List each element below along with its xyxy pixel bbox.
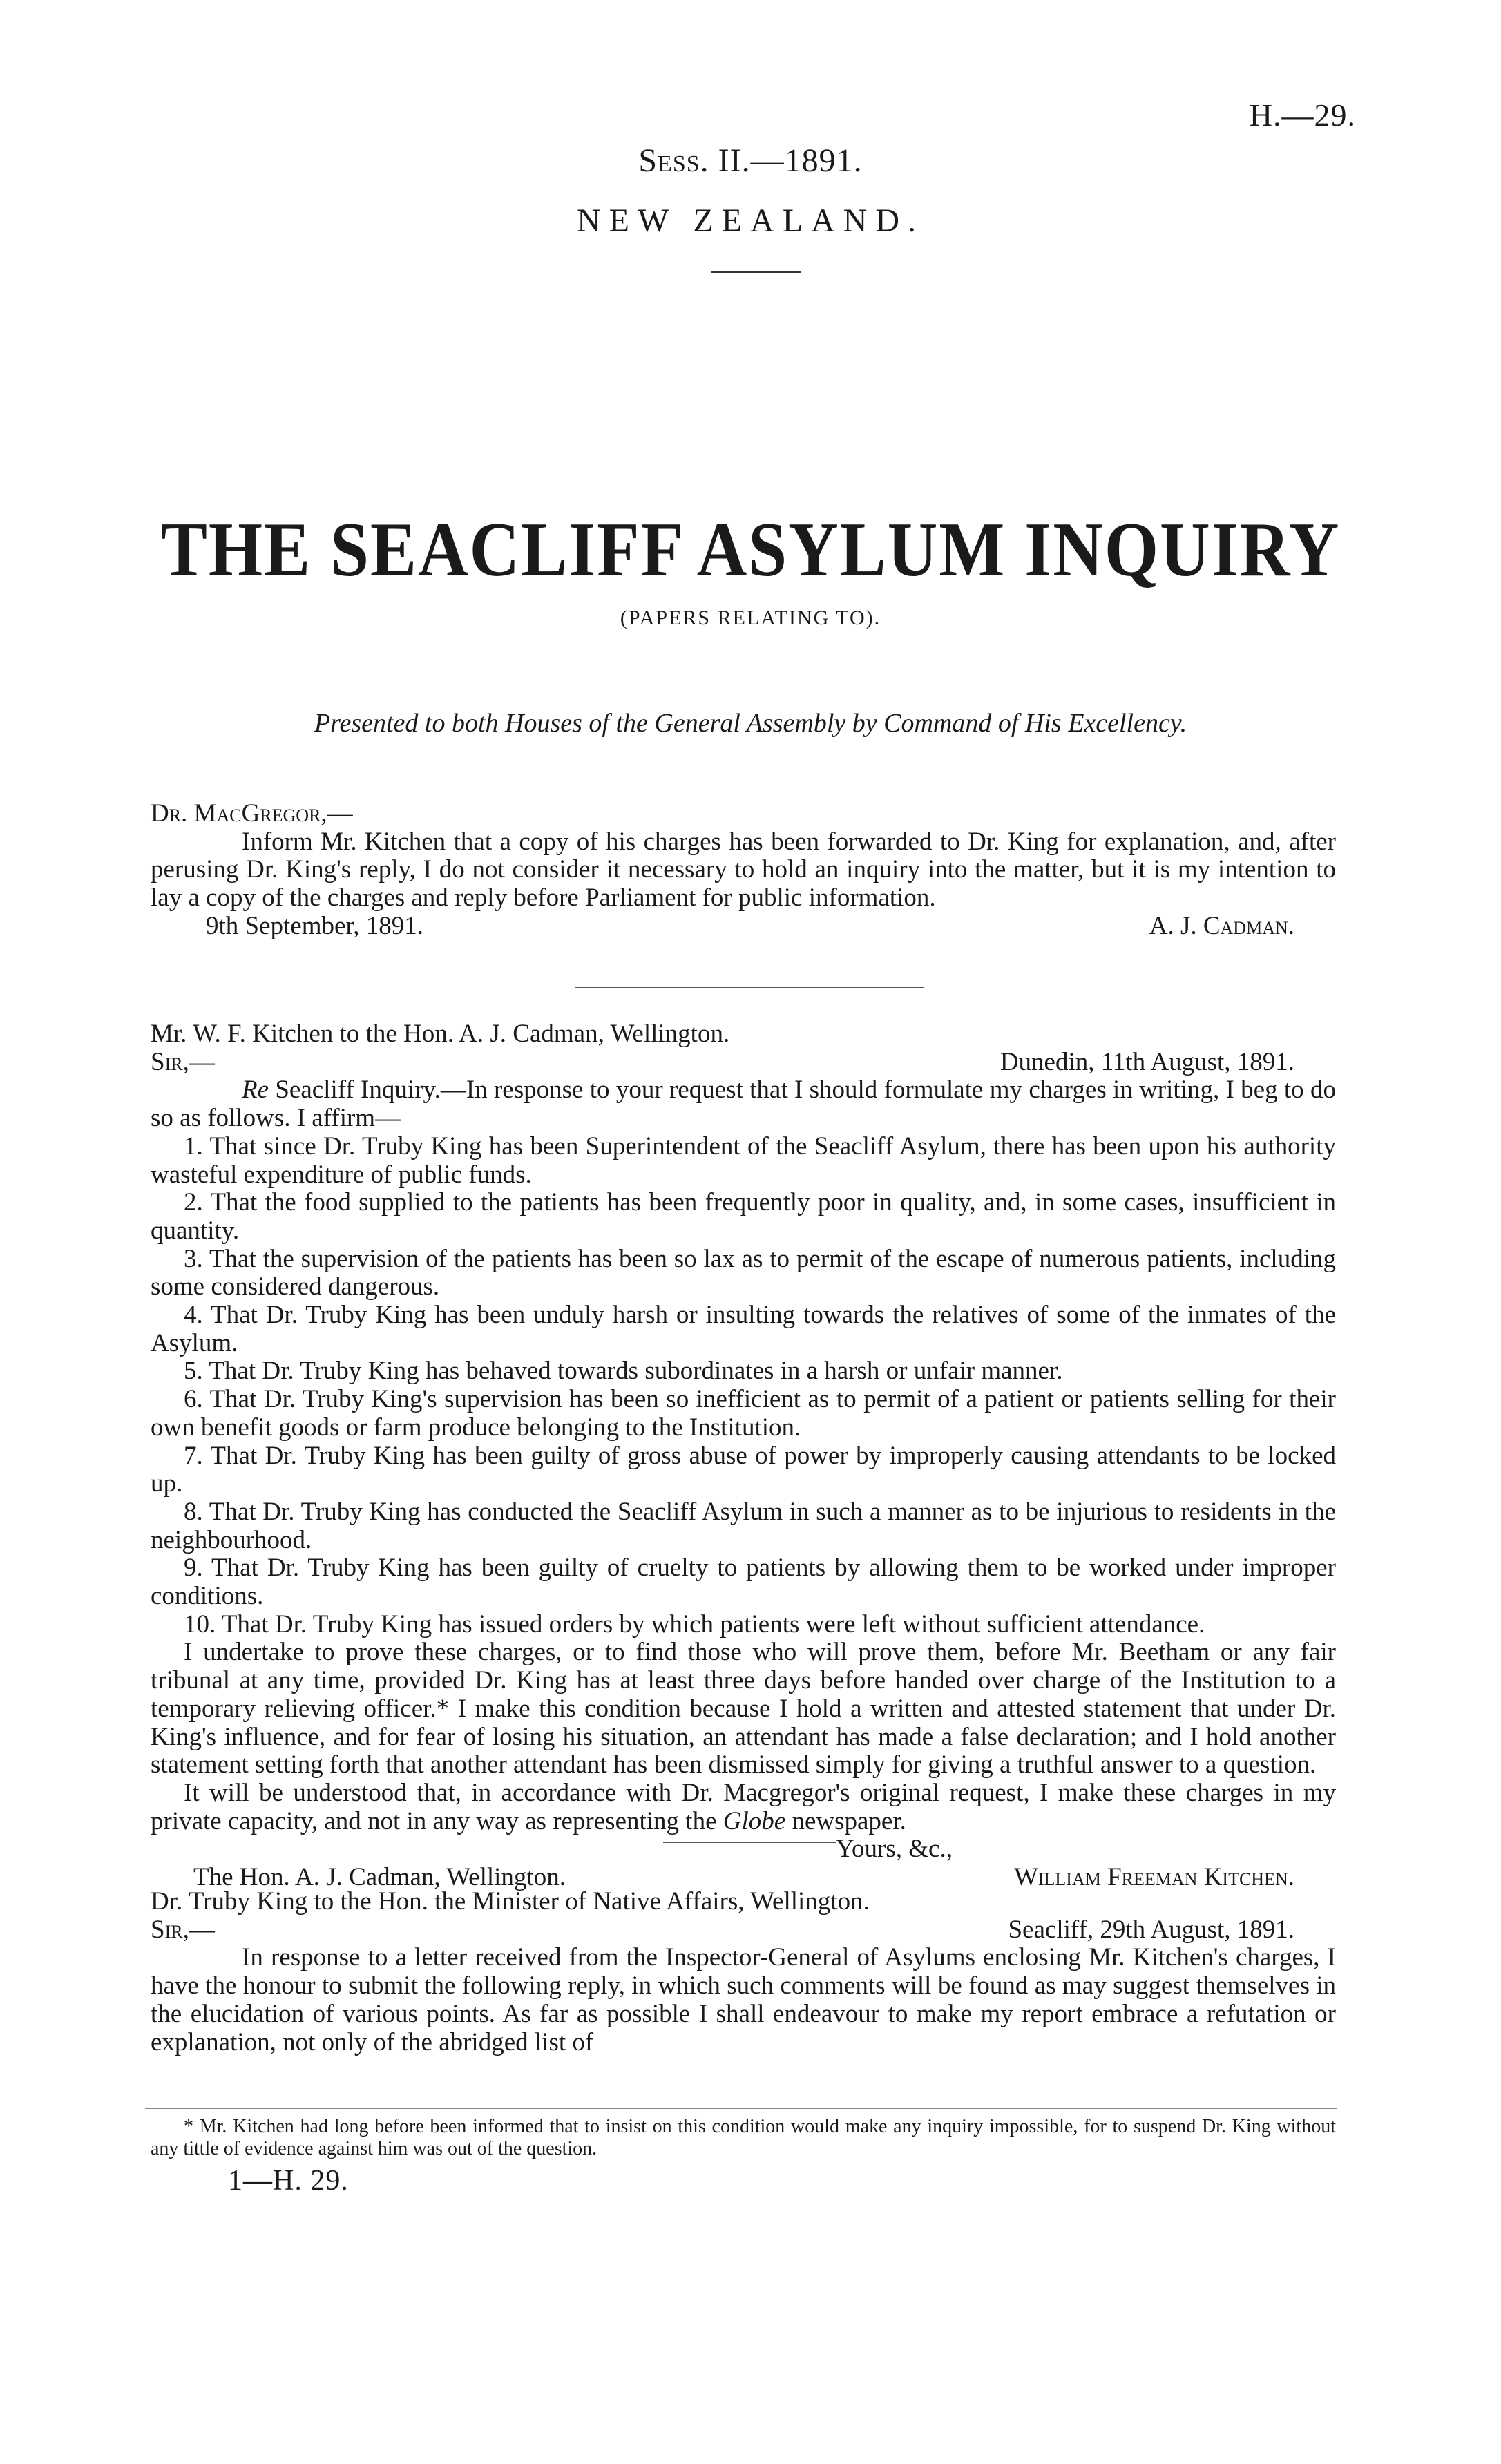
- letter1-private-a: It will be understood that, in accordance with Dr. Macgregor's original request, I make these charges in my private capacity, and not in any way as representing the: [151, 1778, 1336, 1835]
- footnote: [151, 2116, 1336, 2160]
- charge-7: 7. That Dr. Truby King has been guilty of gross abuse of power by improperly causing attendants to be locked up.: [151, 1441, 1336, 1498]
- charge-4: 4. That Dr. Truby King has been unduly harsh or insulting towards the relatives of some of the inmates of the Asylum.: [151, 1301, 1336, 1357]
- charge-2: 2. That the food supplied to the patients has been frequently poor in quality, and, in some cases, insufficient in quantity.: [151, 1188, 1336, 1245]
- minute-body: Inform Mr. Kitchen that a copy of his charges has been forwarded to Dr. King for explanation, and, after perusing Dr. King's reply, I do not consider it necessary to hold an inquiry into the matter, but it is my intention to lay a copy of the charges and reply before Parliament for public information.: [151, 827, 1336, 913]
- letter2-heading: Dr. Truby King to the Hon. the Minister of Native Affairs, Wellington.: [151, 1887, 870, 1916]
- document-title: THE SEACLIFF ASYLUM INQUIRY: [160, 507, 1341, 593]
- minute-salutation: Dr. MacGregor,—: [151, 799, 353, 828]
- letter2-salutation-row: [151, 1916, 1336, 1945]
- letter1-heading: Mr. W. F. Kitchen to the Hon. A. J. Cadman, Wellington.: [151, 1020, 730, 1048]
- letter1-private-b: newspaper.: [792, 1806, 906, 1835]
- document-subtitle: (PAPERS RELATING TO).: [620, 607, 881, 629]
- minute-signature: A. J. Cadman.: [1149, 911, 1294, 940]
- letter1-closing: Yours, &c.,: [836, 1835, 953, 1864]
- letter1-salutation-row: [151, 1049, 1336, 1077]
- page-mark: 1—H. 29.: [228, 2165, 349, 2197]
- letter1-intro-re: Re: [242, 1076, 269, 1105]
- header-divider: [711, 271, 801, 273]
- charge-5: 5. That Dr. Truby King has behaved towards subordinates in a harsh or unfair manner.: [184, 1357, 1063, 1386]
- minute-signoff: [151, 913, 1336, 941]
- letter1-signature: William Freeman Kitchen.: [1013, 1863, 1294, 1892]
- presented-line: Presented to both Houses of the General Assembly by Command of His Excellency.: [314, 709, 1187, 738]
- letter2-body: In response to a letter received from the Inspector-General of Asylums enclosing Mr. Kitchen's charges, I have the honour to submit the following reply, in which such comments will be found as may suggest themselves in the elucidation of various points. As far as possible I shall endeavour to make my report embrace a refutation or explanation, not only of the abridged list of: [151, 1943, 1336, 2056]
- session-line: Sess. II.—1891.: [638, 142, 863, 179]
- letter2-salutation: Sir,—: [151, 1915, 215, 1944]
- footnote-divider: [145, 2108, 1337, 2109]
- letter2-place-date: Seacliff, 29th August, 1891.: [1008, 1915, 1294, 1944]
- charge-9: 9. That Dr. Truby King has been guilty of cruelty to patients by allowing them to be worked under improper conditions.: [151, 1554, 1336, 1611]
- letter1-place-date: Dunedin, 11th August, 1891.: [1000, 1047, 1294, 1076]
- charge-1: 1. That since Dr. Truby King has been Superintendent of the Seacliff Asylum, there has been upon his authority wasteful expenditure of public funds.: [151, 1131, 1336, 1189]
- page-code: H.—29.: [1249, 97, 1356, 133]
- charge-8: 8. That Dr. Truby King has conducted the Seacliff Asylum in such a manner as to be injurious to residents in the neighbourhood.: [151, 1497, 1336, 1554]
- charge-3: 3. That the supervision of the patients has been so lax as to permit of the escape of numerous patients, including some considered dangerous.: [151, 1244, 1336, 1301]
- charge-10: 10. That Dr. Truby King has issued orders by which patients were left without sufficient attendance.: [184, 1610, 1205, 1639]
- footnote-text: * Mr. Kitchen had long before been informed that to insist on this condition would make any inquiry impossible, for to suspend Dr. King without any tittle of evidence against him was out of the question.: [151, 2116, 1336, 2159]
- king-letter: [151, 1888, 1336, 2056]
- kitchen-letter: [151, 1020, 1336, 1892]
- country-line: NEW ZEALAND.: [576, 202, 925, 239]
- section-divider-1: [575, 987, 924, 988]
- letter1-addressee: The Hon. A. J. Cadman, Wellington.: [193, 1863, 566, 1892]
- charge-6: 6. That Dr. Truby King's supervision has been so inefficient as to permit of a patient or patients selling for their own benefit goods or farm produce belonging to the Institution.: [151, 1385, 1336, 1442]
- globe-newspaper: Globe: [723, 1806, 786, 1835]
- letter1-salutation: Sir,—: [151, 1047, 215, 1076]
- letter1-intro-text: Seacliff Inquiry.—In response to your request that I should formulate my charges in writing, I beg to do so as follows. I affirm—: [151, 1076, 1336, 1133]
- letter1-private: [151, 1779, 1336, 1835]
- letter1-undertake: I undertake to prove these charges, or to find those who will prove them, before Mr. Beetham or any fair tribunal at any time, provided Dr. King has at least three days before handed over charge of the Institution to a temporary relieving officer.* I make this condition because I hold a written and attested statement that under Dr. King's influence, and for fear of losing his situation, an attendant has made a false declaration; and I hold another statement setting forth that another attendant has been dismissed simply for giving a truthful answer to a question.: [151, 1638, 1336, 1779]
- letter1-intro: [151, 1076, 1336, 1132]
- minute-date: 9th September, 1891.: [206, 911, 424, 940]
- minute-block: [151, 800, 1336, 941]
- section-divider-2: [663, 1842, 836, 1843]
